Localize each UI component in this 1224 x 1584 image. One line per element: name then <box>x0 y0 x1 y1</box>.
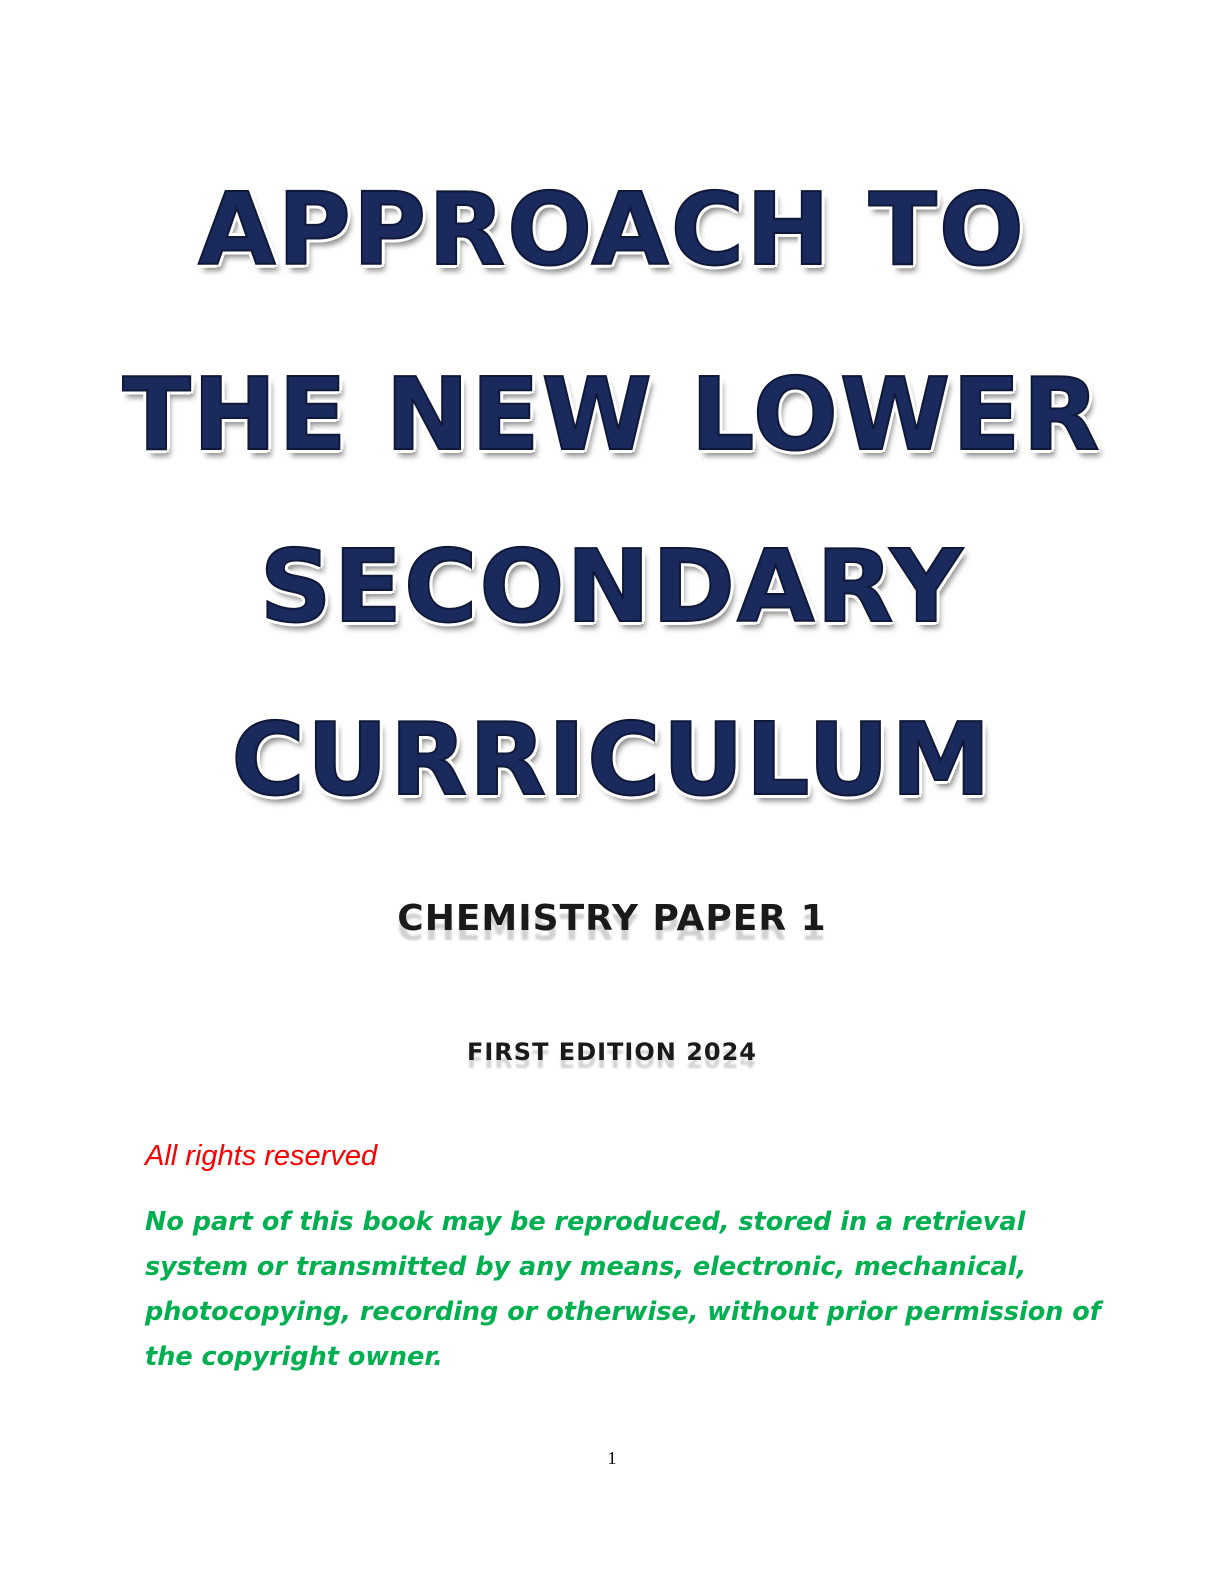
page-number: 1 <box>607 1448 617 1468</box>
subtitle: CHEMISTRY PAPER 1 <box>397 898 827 939</box>
copyright-notice-line-3: photocopying, recording or otherwise, without prior permission of <box>145 1297 1101 1327</box>
title-line-3: SECONDARY <box>259 528 965 645</box>
copyright-notice <box>145 1200 1101 1380</box>
title-line-2: THE NEW LOWER <box>122 356 1102 473</box>
copyright-notice-line-2: system or transmitted by any means, electronic, mechanical, <box>145 1252 1027 1282</box>
copyright-notice-line-4: the copyright owner. <box>145 1342 443 1372</box>
title-line-4: CURRICULUM <box>231 701 993 818</box>
title-line-1: APPROACH TO <box>198 171 1026 288</box>
edition-label: FIRST EDITION 2024 <box>466 1038 757 1066</box>
copyright-notice-line-1: No part of this book may be reproduced, stored in a retrieval <box>145 1207 1026 1237</box>
rights-reserved-text: All rights reserved <box>145 1140 378 1172</box>
